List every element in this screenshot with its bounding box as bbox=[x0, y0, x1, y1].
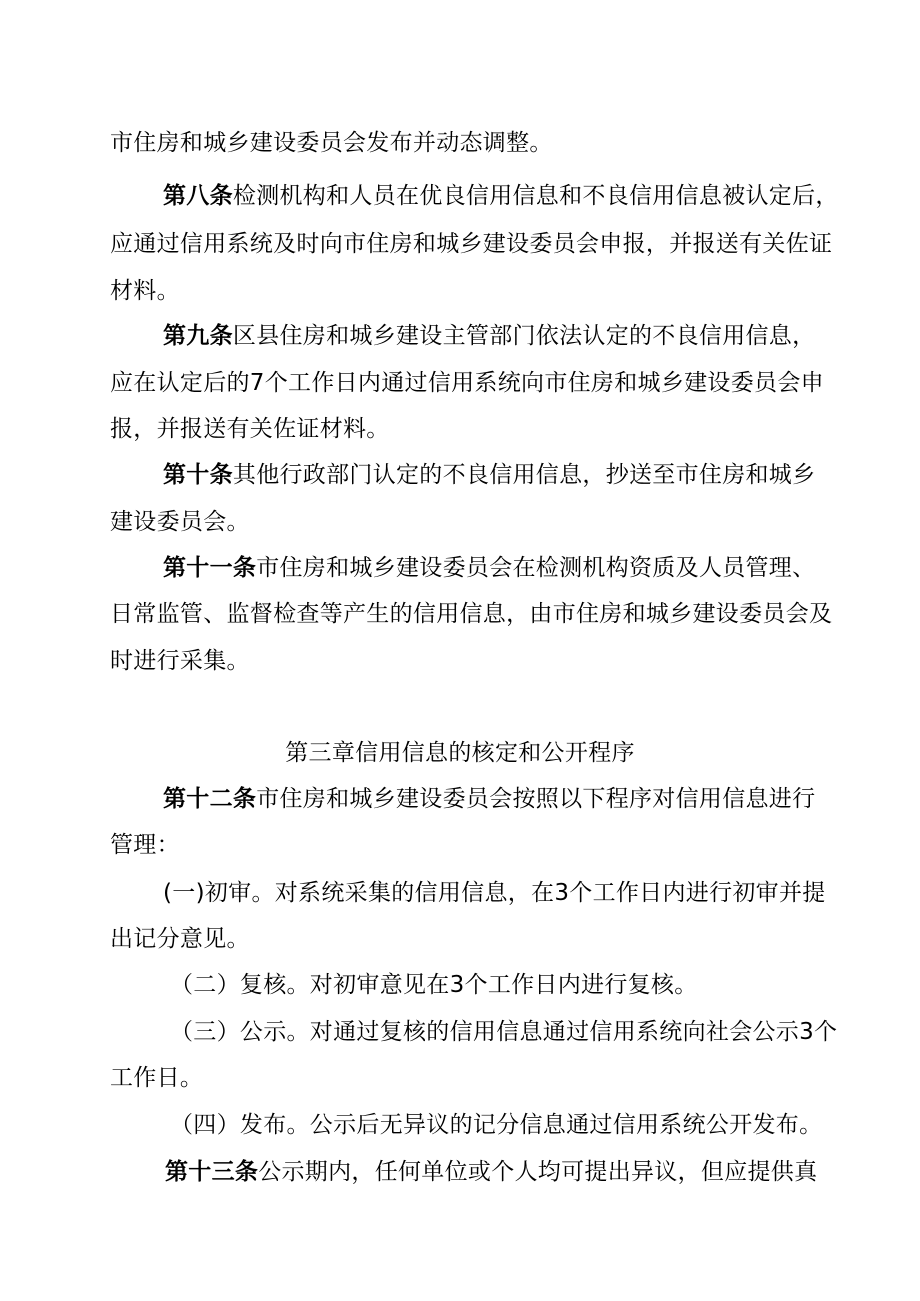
article-9-heading: 第九条 bbox=[163, 323, 233, 349]
article-8-line-2: 应通过信用系统及时向市住房和城乡建设委员会申报，并报送有关佐证 bbox=[110, 231, 833, 257]
article-11-line-1: 第十一条市住房和城乡建设委员会在检测机构资质及人员管理、 bbox=[163, 555, 816, 581]
item-2-line: （二）复核。对初审意见在3个工作日内进行复核。 bbox=[170, 972, 698, 998]
item-3-line-1: （三）公示。对通过复核的信用信息通过信用系统向社会公示3个 bbox=[170, 1019, 838, 1045]
article-8-line-1: 第八条检测机构和人员在优良信用信息和不良信用信息被认定后， bbox=[163, 183, 839, 209]
article-13-line-1: 第十三条公示期内，任何单位或个人均可提出异议，但应提供真 bbox=[165, 1159, 818, 1185]
article-11-heading: 第十一条 bbox=[163, 555, 257, 581]
paragraph-line: 市住房和城乡建设委员会发布并动态调整。 bbox=[110, 130, 553, 156]
item-1-line-2: 出记分意见。 bbox=[110, 926, 250, 952]
article-9-line-2: 应在认定后的7个工作日内通过信用系统向市住房和城乡建设委员会申 bbox=[110, 370, 824, 396]
article-8-line-3: 材料。 bbox=[110, 278, 180, 304]
article-12-heading: 第十二条 bbox=[163, 786, 257, 812]
article-9-line-1: 第九条区县住房和城乡建设主管部门依法认定的不良信用信息， bbox=[163, 323, 816, 349]
item-4-line: （四）发布。公示后无异议的记分信息通过信用系统公开发布。 bbox=[170, 1112, 823, 1138]
article-11-line-3: 时进行采集。 bbox=[110, 648, 250, 674]
article-12-line-2: 管理： bbox=[110, 832, 180, 858]
article-8-heading: 第八条 bbox=[163, 183, 233, 209]
article-10-heading: 第十条 bbox=[163, 462, 233, 488]
article-10-line-2: 建设委员会。 bbox=[110, 509, 250, 535]
chapter-3-title: 第三章信用信息的核定和公开程序 bbox=[285, 740, 635, 766]
article-12-line-1: 第十二条市住房和城乡建设委员会按照以下程序对信用信息进行 bbox=[163, 786, 816, 812]
item-1-line-1: (一)初审。对系统采集的信用信息，在3个工作日内进行初审并提 bbox=[163, 880, 826, 906]
article-9-line-3: 报，并报送有关佐证材料。 bbox=[110, 416, 390, 442]
article-13-heading: 第十三条 bbox=[165, 1159, 259, 1185]
article-11-line-2: 日常监管、监督检查等产生的信用信息，由市住房和城乡建设委员会及 bbox=[110, 601, 833, 627]
article-10-line-1: 第十条其他行政部门认定的不良信用信息，抄送至市住房和城乡 bbox=[163, 462, 816, 488]
item-3-line-2: 工作日。 bbox=[110, 1065, 204, 1091]
